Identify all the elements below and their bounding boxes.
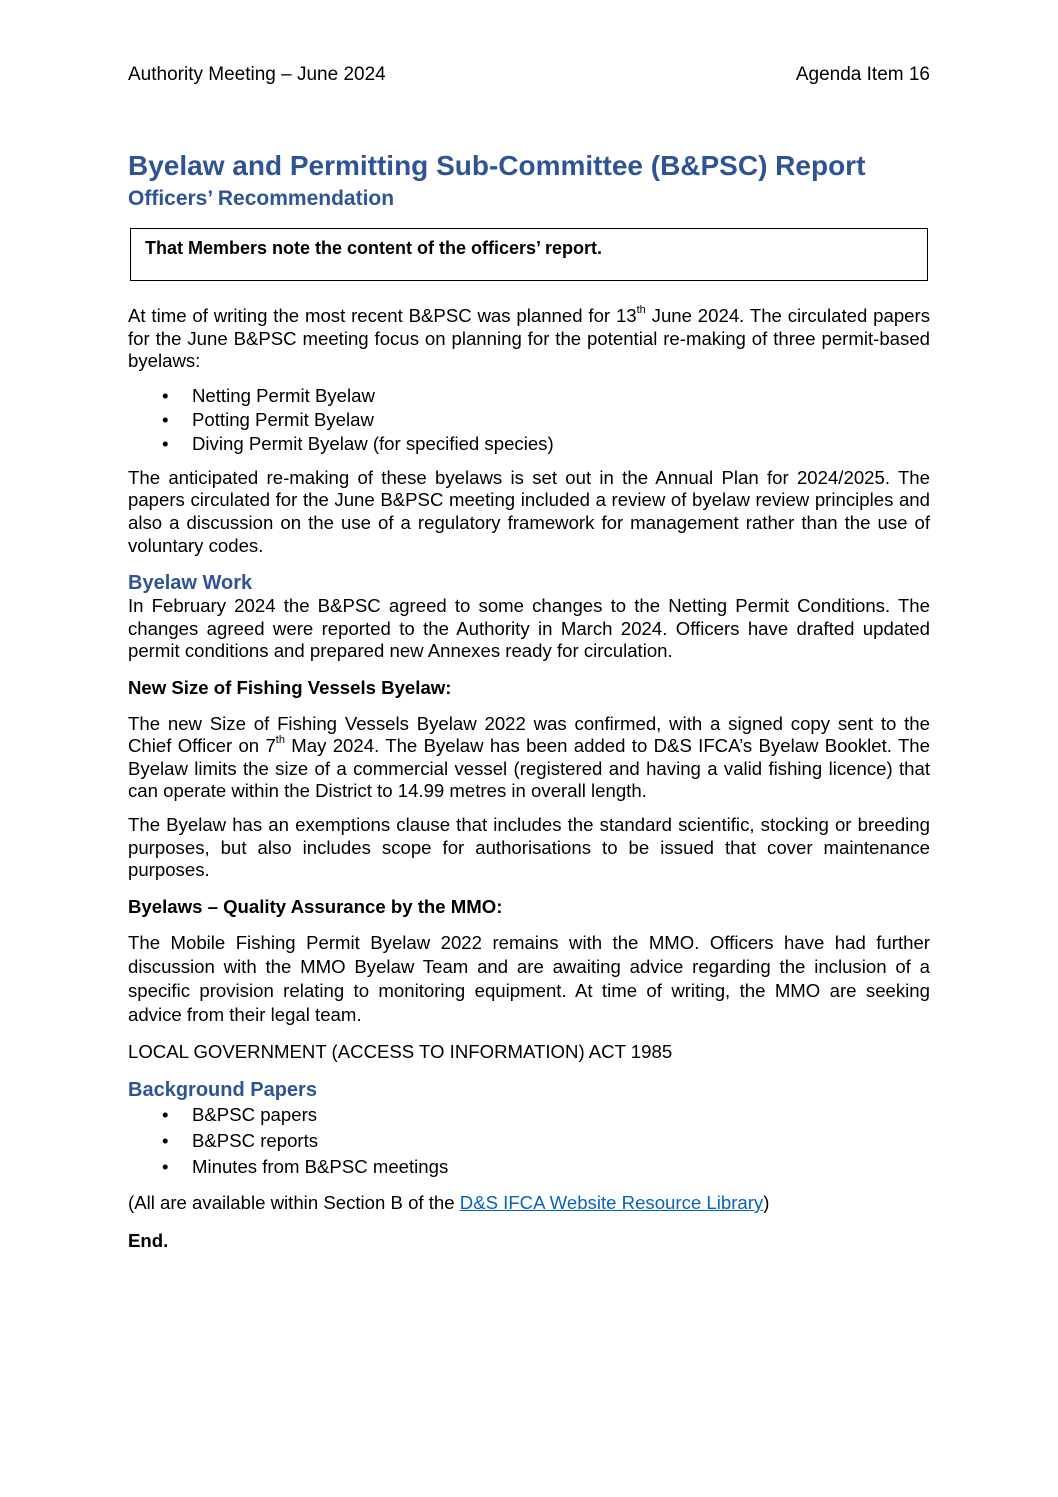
recommendation-text: That Members note the content of the officers’ report. — [145, 238, 603, 258]
background-papers-heading: Background Papers — [128, 1078, 317, 1101]
exemptions-paragraph: The Byelaw has an exemptions clause that includes the standard scientific, stocking or breeding purposes, but also includes scope for authorisations to be issued that cover maintenance purposes. — [128, 813, 930, 881]
page-header — [128, 64, 930, 86]
list-item: • Diving Permit Byelaw (for specified species) — [192, 432, 930, 456]
note-text-b: ) — [763, 1191, 770, 1213]
act-line: LOCAL GOVERNMENT (ACCESS TO INFORMATION) ACT 1985 — [128, 1041, 673, 1063]
list-item: • Minutes from B&PSC meetings — [192, 1154, 930, 1180]
byelaw-list — [128, 384, 930, 456]
report-body — [128, 305, 930, 1264]
recommendation-box — [130, 228, 928, 281]
byelaw-work-heading: Byelaw Work — [128, 572, 253, 595]
quality-assurance-subheading: Byelaws – Quality Assurance by the MMO: — [128, 895, 503, 917]
recommendation-heading: Officers’ Recommendation — [128, 187, 395, 210]
report-title: Byelaw and Permitting Sub-Committee (B&PSC) Report — [128, 150, 866, 181]
header-meeting: Authority Meeting – June 2024 — [128, 64, 386, 85]
intro-text-b: June 2024. The circulated papers for the June B&PSC meeting focus on planning for the potential re-making of three permit-based byelaws: — [128, 305, 930, 372]
vessel-superscript: th — [275, 733, 285, 746]
note-text-a: (All are available within Section B of the — [128, 1191, 460, 1213]
end-marker: End. — [128, 1230, 169, 1252]
vessel-byelaw-subheading: New Size of Fishing Vessels Byelaw: — [128, 676, 452, 698]
intro-paragraph — [128, 305, 930, 373]
intro-text-a: At time of writing the most recent B&PSC was planned for 13 — [128, 305, 637, 326]
resource-library-link[interactable]: D&S IFCA Website Resource Library — [459, 1191, 764, 1213]
list-item: • B&PSC papers — [192, 1102, 930, 1128]
list-item: • Netting Permit Byelaw — [192, 384, 930, 408]
background-papers-list — [128, 1102, 930, 1180]
list-item: • B&PSC reports — [192, 1128, 930, 1154]
annual-plan-paragraph: The anticipated re-making of these byelaws is set out in the Annual Plan for 2024/2025. The papers circulated for the June B&PSC meeting included a review of byelaw review principles and also a discussion on the use of a regulatory framework for management rather than the use of voluntary codes. — [128, 466, 930, 556]
vessel-byelaw-paragraph — [128, 713, 930, 803]
list-item: • Potting Permit Byelaw — [192, 408, 930, 432]
header-agenda-item: Agenda Item 16 — [795, 64, 930, 85]
mmo-paragraph: The Mobile Fishing Permit Byelaw 2022 remains with the MMO. Officers have had further discussion with the MMO Byelaw Team and are awaiting advice regarding the inclusion of a specific provision relating to monitoring equipment. At time of writing, the MMO are seeking advice from their legal team. — [128, 932, 930, 1026]
availability-note — [128, 1192, 930, 1215]
vessel-text-b: May 2024. The Byelaw has been added to D&S IFCA’s Byelaw Booklet. The Byelaw limits the size of a commercial vessel (registered and having a valid fishing licence) that can operate within the District to 14.99 metres in overall length. — [128, 735, 930, 802]
intro-superscript: th — [636, 303, 646, 316]
netting-paragraph: In February 2024 the B&PSC agreed to some changes to the Netting Permit Conditions. The changes agreed were reported to the Authority in March 2024. Officers have drafted updated permit conditions and prepared new Annexes ready for circulation. — [128, 595, 930, 662]
vessel-text-a: The new Size of Fishing Vessels Byelaw 2022 was confirmed, with a signed copy sent to the Chief Officer on 7 — [128, 712, 930, 757]
